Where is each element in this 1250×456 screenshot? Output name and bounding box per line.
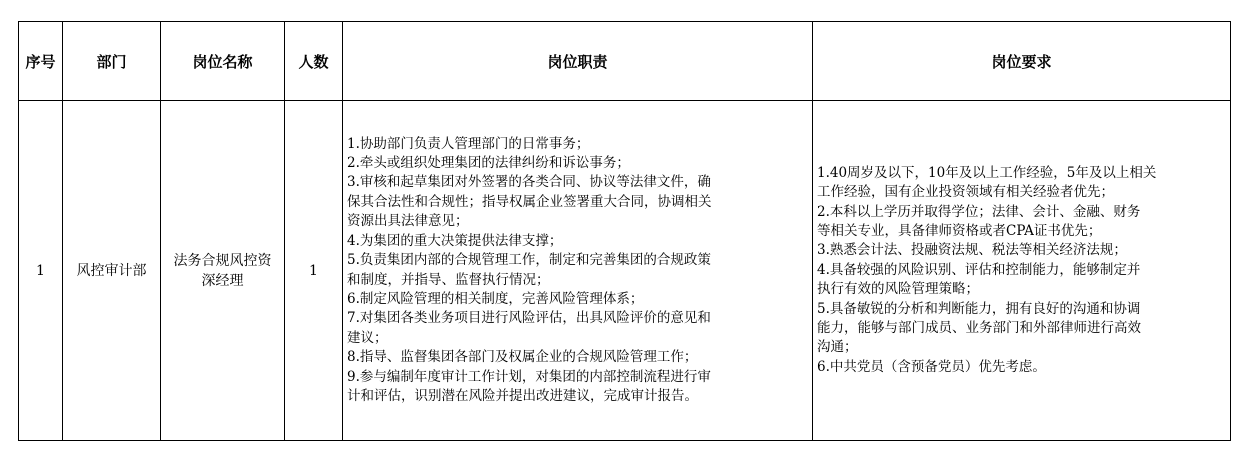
header-index: 序号: [19, 22, 63, 101]
requirement-line: 6.中共党员（含预备党员）优先考虑。: [817, 358, 1046, 375]
table-row: [19, 101, 1231, 441]
duty-line: 资源出具法律意见；: [347, 213, 469, 230]
requirement-line: 2.本科以上学历并取得学位；法律、会计、金融、财务: [817, 203, 1141, 220]
row-count: 1: [285, 101, 343, 441]
row-department: 风控审计部: [63, 101, 161, 441]
requirement-line: 3.熟悉会计法、投融资法规、税法等相关经济法规；: [817, 242, 1127, 259]
header-position: 岗位名称: [161, 22, 285, 101]
requirement-line: 工作经验，国有企业投资领域有相关经验者优先；: [817, 184, 1114, 201]
duty-line: 3.审核和起草集团对外签署的各类合同、协议等法律文件，确: [347, 174, 711, 191]
duty-line: 7.对集团各类业务项目进行风险评估，出具风险评价的意见和: [347, 310, 711, 327]
row-index: 1: [19, 101, 63, 441]
requirement-line: 4.具备较强的风险识别、评估和控制能力，能够制定并: [817, 261, 1141, 278]
header-duties: 岗位职责: [343, 22, 813, 101]
duty-line: 计和评估，识别潜在风险并提出改进建议，完成审计报告。: [347, 387, 698, 404]
duty-line: 1.协助部门负责人管理部门的日常事务；: [347, 135, 590, 152]
header-requirements: 岗位要求: [813, 22, 1231, 101]
requirement-line: 等相关专业，具备律师资格或者CPA证书优先；: [817, 222, 1102, 239]
row-position: 法务合规风控资深经理: [173, 252, 272, 289]
requirement-line: 1.40周岁及以下，10年及以上工作经验，5年及以上相关: [817, 164, 1157, 181]
duty-line: 8.指导、监督集团各部门及权属企业的合规风险管理工作；: [347, 349, 698, 366]
requirement-line: 能力，能够与部门成员、业务部门和外部律师进行高效: [817, 320, 1141, 337]
duty-line: 和制度，并指导、监督执行情况；: [347, 271, 550, 288]
header-department: 部门: [63, 22, 161, 101]
duty-line: 6.制定风险管理的相关制度，完善风险管理体系；: [347, 290, 644, 307]
duty-line: 保其合法性和合规性；指导权属企业签署重大合同，协调相关: [347, 193, 712, 210]
duty-line: 5.负责集团内部的合规管理工作，制定和完善集团的合规政策: [347, 252, 711, 269]
requirement-line: 沟通；: [817, 339, 858, 356]
requirement-line: 5.具备敏锐的分析和判断能力，拥有良好的沟通和协调: [817, 300, 1141, 317]
duty-line: 9.参与编制年度审计工作计划，对集团的内部控制流程进行审: [347, 368, 711, 385]
duty-line: 4.为集团的重大决策提供法律支撑；: [347, 232, 563, 249]
row-duties: [343, 101, 813, 441]
row-requirements: [813, 101, 1231, 441]
requirement-line: 执行有效的风险管理策略；: [817, 281, 979, 298]
row-position-cell: [161, 101, 285, 441]
header-row: [19, 22, 1231, 101]
duty-line: 2.牵头或组织处理集团的法律纠纷和诉讼事务；: [347, 155, 630, 172]
header-count: 人数: [285, 22, 343, 101]
duty-line: 建议；: [347, 329, 388, 346]
recruitment-table: [18, 21, 1231, 441]
